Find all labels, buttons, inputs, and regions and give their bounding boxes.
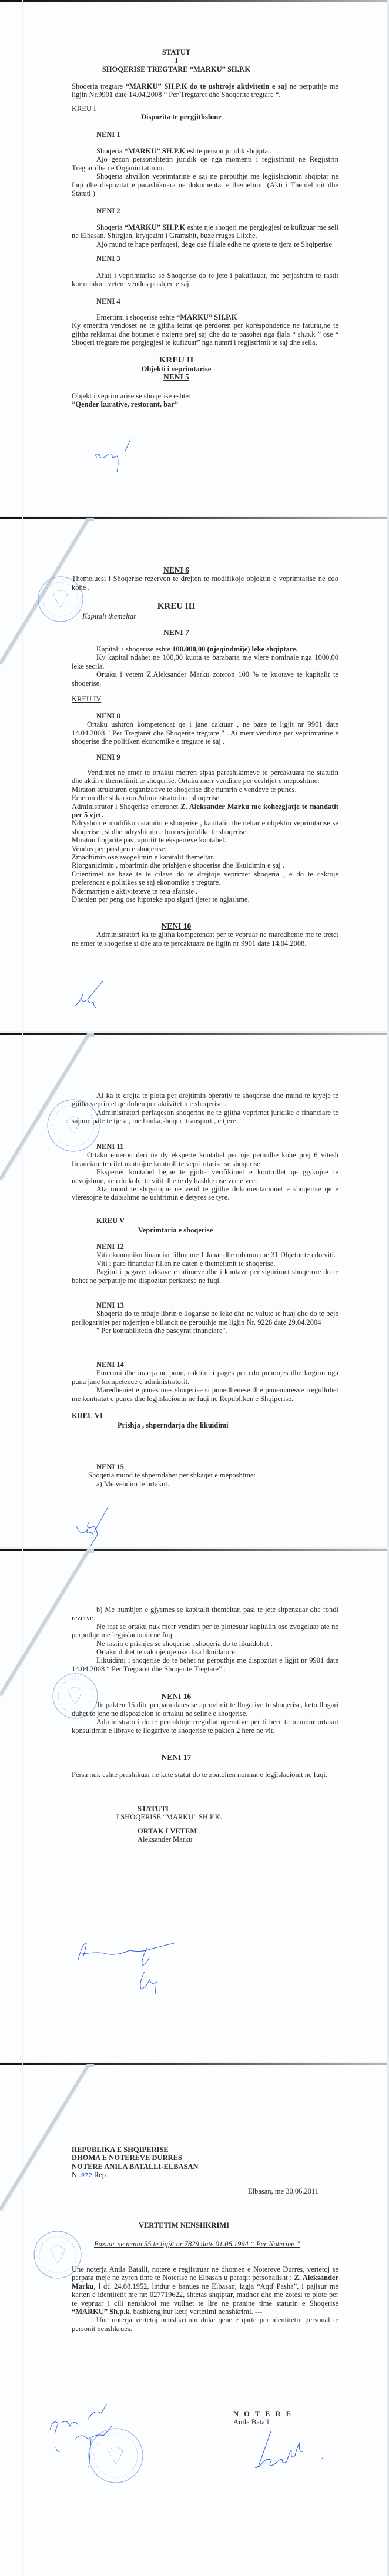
document-section (72, 1217, 338, 1235)
text-run: eshte person juridik shqiptar. (185, 147, 272, 155)
initials-signature (96, 439, 130, 472)
document-section (72, 1091, 338, 1126)
paragraph (72, 802, 338, 820)
document-title: STATUT (162, 48, 191, 56)
chapter-subtitle: Prishja , shperndarja dhe likuidimi (118, 1421, 229, 1430)
paragraph: Ai ka te drejta te plota per drejtimin operativ te shoqerise dhe mund te kryeje te gjitha veprimet qe duhen per aktivitetin e shoqerise . (72, 1091, 338, 1109)
article-heading: NENI 7 (163, 628, 189, 637)
document-section (72, 1606, 338, 1673)
page-edge (0, 0, 389, 2)
document-section (72, 271, 338, 288)
paragraph: Shoqeria mund te shperndahet per shkaqet e meposhtme: (88, 1471, 256, 1480)
paragraph: Objekt i veprimtarise se shoqerise eshte: (72, 392, 191, 400)
paragraph: Dhenien per peng ose hipoteke apo siguri tjeter te ngjashme. (72, 895, 250, 904)
official-stamp-icon (89, 2429, 143, 2483)
paragraph: Administratori do te percaktoje rregullat operative per ti bere te mundur ortakut konsultimin e librave te llogarive te shoqerise te pakten 2 here ne vit. (72, 1718, 338, 1735)
paragraph: Ajo gezon personalitetin juridik qe nga momenti i regjistrimit ne Regjistrin Tregtar dhe ne Organin tatimor. (72, 155, 338, 172)
signature-block-company: I SHOQERISE “MARKU” SH.P.K. (116, 1813, 222, 1822)
chapter-heading: KREU II (159, 355, 194, 365)
document-page (0, 0, 389, 516)
article-heading: NENI 6 (163, 566, 189, 575)
signer-role: ORTAK I VETEM (138, 1827, 197, 1835)
text-run: Kapitali i shoqerise eshte (96, 645, 173, 653)
paragraph: Ortaku ushtron kompetencat qe i jane caktuar , ne baze te ligjit nr 9901 date 14.04.2008 " Per Tregtaret dhe Shoqerite tregtare " . Ai merr vendime per veprimtarine e shoqerise dhe politiken ekonomike e tregtare te saj . (72, 720, 338, 746)
bold-text: “MARKU” Sh.p.k. (72, 2308, 132, 2316)
page-margin-line (22, 0, 23, 516)
paragraph: Orientimet ne baze te te cilave do te drejtoje veprimet shoqeria , e do te caktoje preferencat e politikes se saj ekonomike e tregtare. (72, 869, 338, 887)
paragraph: Miraton strukturen organizative te shoqerise dhe numrin e vendeve te punes. (72, 785, 297, 794)
paragraph: Ajo mund te hape perfaqesi, dege ose filiale edhe ne qytete te tjera te Shqiperise. (96, 240, 334, 248)
document-section (72, 2221, 338, 2229)
paragraph: Ortaku i vetem Z.Aleksander Marku zoteron 100 % te kuotave te kapitalit te shoqerise. (72, 670, 338, 687)
chapter-subtitle: Dispozita te pergjithshme (141, 113, 222, 122)
paragraph: ”Qender kurative, restorant, bar” (72, 400, 179, 409)
paragraph: Viti ekonomiko financiar fillon me 1 Janar dhe mbaron me 31 Dhjetor te cdo viti. (96, 1251, 336, 1260)
document-section (72, 1143, 338, 1202)
paragraph: Administratori perfaqeson shoqerine ne te gjitha veprimet juridike e financiare te saj me pale te tjera , me banka,shoqeri transporti, e tjere. (72, 1108, 338, 1126)
document-section (72, 602, 338, 620)
chapter-subtitle: Kapitali themeltar (82, 612, 137, 620)
document-page (0, 2063, 389, 2576)
notary-header-line: DHOMA E NOTEREVE DURRES (72, 2154, 182, 2162)
paragraph: Afati i veprimtarise se Shoqerise do te jete i pakufizuar, me perjashtim te rastit kur ortaku i vetem vendos prishjen e saj. (72, 271, 338, 288)
document-section (72, 695, 338, 703)
paragraph: Une noterja vertetoj nenshkrimin duke qene e qarte per identitetin personal te personit nenshkrues. (72, 2316, 338, 2333)
article-heading: NENI 14 (96, 1361, 124, 1369)
bold-text: “MARKU” SH.P.K do te ushtroje aktivitetin e saj (125, 82, 287, 90)
document-section (72, 223, 338, 248)
paragraph: Vendimet ne emer te ortakut merren sipas parashikimeve te percaktuara ne statutin dhe aktin e themelimit te shoqerise. Ortaku merr vendime per ceshtjet e meposhtme: (72, 768, 338, 785)
document-section (72, 313, 338, 347)
paragraph: Emerimi dhe marrja ne pune, caktimi i pages per cdo punonjes dhe largimi nga puna jane kompetence e administratorit. (72, 1369, 338, 1386)
paragraph (72, 645, 338, 653)
chapter-label: KREU I (72, 105, 96, 113)
bold-text: “MARKU” SH.P.K (124, 147, 185, 155)
paragraph: Shoqeria do te mbaje librin e llogarise ne leke dhe ne valute te huaj dhe do te beje perllogaritjet per nxjerrjen e bilancit ne perputhje me ligjin Nr. 9228 date 29.04.2004 (72, 1309, 338, 1326)
bold-text: Z. Aleksander Marku me kohezgjatje te mandatit per 5 vjet. (72, 802, 339, 820)
document-section (72, 297, 338, 305)
paragraph: Pagimi i pagave, taksave e tatimeve dhe i kuotave per sigurimet shoqerore do te behet ne perputhje me dispozitat perkatese ne fuqi. (72, 1268, 338, 1285)
paragraph: Maredheniet e punes mes shoqerise si punedhenese dhe punemaresve rregullohet me kontratat e punes dhe legjislacionin ne fuqi ne Republiken e Shqiperise. (72, 1386, 338, 1403)
document-section (72, 1242, 338, 1285)
paragraph: Ky kapital ndahet ne 100,00 kuota te barabarta me vlere nominale nga 1000,00 leke secila. (72, 653, 338, 670)
document-section (72, 1692, 338, 1735)
paragraph: Ne rastin e prishjes se shoqerise , shoqeria do te likuidohet . (96, 1639, 273, 1648)
bold-text: 100.000,00 (njeqindmije) leke shqiptare. (172, 645, 298, 653)
document-section (72, 1754, 338, 1762)
text-run: dtl 24.08.1952, lindur e banues ne Elbasan, lagja “Aqif Pasha”, i pajisur me karten e identitetit me nr: 027719622, shtetas shqiptar, madhor dhe me zotesi te plote per te vepruar i cili nenshkroi me vullnet te lire ne pranine time statutin e Shoqerise (72, 2282, 338, 2308)
document-section (72, 1805, 338, 1822)
text-run: bashkengjitur ketij vertetimi nenshkrimi. --- (131, 2308, 263, 2316)
document-section (72, 254, 338, 263)
article-heading: NENI 15 (96, 1463, 124, 1471)
place-date: Elbasan, me 30.06.2011 (248, 2187, 319, 2195)
handwritten-number: 972 (81, 2172, 92, 2179)
chapter-subtitle: Veprimtaria e shoqerise (138, 1226, 213, 1235)
article-heading: NENI 11 (96, 1143, 124, 1151)
article-heading: NENI 17 (161, 1753, 192, 1762)
paragraph: Riorganizimin , mbarimin dhe prishjen e shoqerise dhe likuidimin e saj . (72, 861, 284, 870)
paragraph: Ne rast se ortaku nuk merr vendim per te plotesuar kapitalin ose zvogeluar ate ne perputhje me legjislacionin ne fuqi. (72, 1622, 338, 1640)
document-section (72, 1361, 338, 1403)
paragraph (72, 223, 338, 240)
document-section (72, 2145, 338, 2181)
article-heading: NENI 2 (96, 207, 120, 215)
handwritten-name-signature (78, 1943, 174, 1994)
article-heading: NENI 1 (96, 130, 120, 139)
text-run: Une noterja Anila Batalli, notere e regjistruar ne dhomen e Notereve Durres, vertetoj se perpara meje ne zyren time te Noterise ne Elbasan u paraqit personalisht : (72, 2265, 338, 2282)
paragraph (72, 2265, 338, 2316)
paragraph: Ekspertet kontabel bejne te gjitha verifikimet e kontrollet qe gjykojne te nevojshme, ne cdo kohe te vitit dhe te dy bashke ose vec e vec. (72, 1168, 338, 1185)
paragraph: Emeron dhe shkarkon Administratorin e shoqerise. (72, 794, 222, 802)
paragraph: Ata mund te shqyrtojne ne vend te gjithe dokumentacionet e shoqerise qe e vleresojne te dobishme ne ushtrimin e detyres se tyre. (72, 1185, 338, 1202)
notary-name: Anila Batalli (233, 2418, 271, 2427)
document-section (72, 2265, 338, 2333)
document-section (72, 629, 338, 637)
document-page (0, 517, 389, 1031)
document-section (72, 105, 338, 122)
paragraph: Zmadhimin ose zvogelimin e kapitalit themeltar. (72, 853, 214, 862)
article-heading: NENI 8 (96, 712, 120, 720)
document-section (72, 645, 338, 687)
paragraph: Likuidimi i shoqerise do te behet ne perputhje me dispozitat e ligjit nr 9901 date 14.04.2008 “ Per Tregtaret dhe Shoqerite Tregtare” . (72, 1656, 338, 1673)
paragraph: Ortaku duhet te caktoje nje ose disa likuidatore. (96, 1648, 237, 1657)
document-section (72, 1301, 338, 1335)
paragraph: b) Me humbjen e gjysmes se kapitalit themeltar, pasi te jete shpenzuar dhe fondi rezerve. (72, 1606, 338, 1623)
document-section (72, 2240, 338, 2248)
document-section (72, 392, 338, 409)
document-section (72, 147, 338, 197)
bold-text: “MARKU” SH.P.K (124, 223, 186, 231)
text-run: eshte nje shoqeri me pergjegjesi te kufizuar me seli ne Elbasan, Shirgjan, kryqezim i Gramshit, buze rruges Llixhe. (72, 223, 338, 240)
document-section (72, 1827, 338, 1844)
document-title: I (175, 56, 178, 65)
repertory-number (72, 2171, 338, 2180)
paragraph: Ortaku emeron deri ne dy eksperte kontabel per nje periudhe kohe prej 6 vitesh financiare te cilet ushtrojne kontroll te veprimtarise se shoqerise. (72, 1151, 338, 1168)
article-heading: KREU V (96, 1217, 125, 1225)
document-section (72, 207, 338, 215)
document-section (72, 130, 338, 139)
notary-header-line: REPUBLIKA E SHQIPERISE (72, 2145, 169, 2154)
document-section (72, 82, 338, 99)
document-section (72, 768, 338, 904)
paragraph: Administratori ka te gjitha kompetencat per te vepruar ne maredhenie me te tretet ne emer te shoqerise si dhe ato te percaktuara ne ligjin nr 9901 date 14.04.2008. (72, 931, 338, 948)
document-section (72, 712, 338, 746)
document-section (72, 1771, 338, 1779)
initials-signature (76, 1507, 108, 1546)
document-title: SHOQERISE TREGTARE “MARKU” SH.P.K (102, 65, 251, 73)
legal-basis: Bazuar ne nenin 55 te ligjit nr 7829 date 01.06.1994 “ Per Noterine ” (94, 2240, 301, 2248)
article-heading: NENI 3 (96, 254, 120, 263)
paragraph (72, 147, 338, 155)
bold-text: “MARKU” SH.P.K (176, 313, 237, 321)
article-heading: NENI 12 (96, 1242, 124, 1251)
document-section (72, 922, 338, 948)
document-section (72, 566, 338, 592)
signature-block-title: STATUTI (138, 1805, 169, 1813)
notary-header-line: NOTERE ANILA BATALLI-ELBASAN (72, 2162, 199, 2171)
paragraph: Shoqeria zhvillon veprimtarine e saj ne perputhje me legjislacionin shqiptar ne fuqi dhe dispozitat e parashikuara ne dokumentat e themelimit (Akti i Themelimit dhe Statuti ) (72, 172, 338, 198)
paragraph: Viti i pare financiar fillon ne daten e themelimit te shoqerise. (96, 1259, 276, 1268)
paragraph: Miraton llogarite pas raportit te eksperteve kontabel. (72, 836, 226, 845)
document-section (72, 2410, 338, 2427)
paragraph: Themeluesi i Shoqerise rezervon te drejten te modifikoje objektin e veprimtarise ne cdo kohe . (72, 575, 338, 592)
paragraph: Ndryshon e modifikon statutin e shoqerise , kapitalin themeltar e objektin veprimtarise se shoqerise , si dhe ndryshimin e formes juridike te shoqerise. (72, 819, 338, 836)
text-run: Rep (92, 2171, 106, 2179)
certification-title: VERTETIM NENSHKRIMI (138, 2221, 230, 2229)
text-run: Shoqeria tregtare (72, 82, 126, 90)
document-section (72, 1463, 338, 1488)
article-heading: NENI 4 (96, 297, 120, 305)
paragraph: Vendos per prishjen e shoqerise. (72, 844, 167, 853)
document-section (72, 355, 338, 382)
paragraph: " Per kontabilitetin dhe pasqyrat financiare". (96, 1326, 227, 1335)
paragraph: Ky emertim vendoset ne te gjitha letrat qe perdoren per korespondence ne faturat,ne te gjitha reklamat dhe botimet e nxjerra prej saj dhe do te pasohet nga fjala “ sh.p.k ” ose “ Shoqeri tregtare me pergjegjesi te kufizuar” nga numri i regjistrimit te saj dhe selia. (72, 321, 338, 347)
article-heading: NENI 16 (161, 1692, 192, 1701)
document-page (0, 1033, 389, 1547)
paragraph: a) Me vendim te ortakut. (96, 1479, 169, 1488)
text-run: Shoqeria (96, 147, 125, 155)
notary-title: N O T E R E (233, 2410, 293, 2418)
chapter-subtitle: Objekti i veprimtarise (141, 365, 212, 373)
paragraph: Ndermarrjen e aktiviteteve te reja afariste . (72, 886, 198, 895)
text-run: Shoqeria (96, 223, 125, 231)
chapter-heading: KREU III (157, 602, 196, 611)
document-section (72, 1412, 338, 1430)
signer-name: Aleksander Marku (138, 1835, 193, 1844)
document-page (0, 1549, 389, 2062)
chapter-label: KREU VI (72, 1412, 103, 1420)
initials-signature (75, 981, 103, 1008)
text-run: ne perputhje me ligjin Nr.9901 date 14.04.2008 “ Per Tregtaret dhe Shoqerite tregtare “. (72, 82, 338, 99)
article-heading: NENI 9 (96, 753, 120, 761)
paragraph: Persa nuk eshte prashikuar ne kete statut do te zbatohen normat e legjislacionit ne fuqi. (72, 1771, 327, 1779)
document-section (72, 753, 338, 761)
article-heading: NENI 13 (96, 1301, 124, 1309)
paragraph: Te pakten 15 dite perpara dates se aprovimit te llogarive te shoqerise, keto llogari duhet te jene ne dispozicion te ortakut ne seline e shoqerise. (72, 1701, 338, 1718)
paragraph (72, 82, 338, 99)
chapter-label: KREU IV (72, 695, 102, 703)
text-run: Nr. (72, 2171, 81, 2179)
document-section (72, 48, 338, 73)
document-section (72, 2187, 338, 2195)
article-heading: NENI 10 (161, 922, 192, 931)
text-run: Emertimi i shoqerise eshte (96, 313, 177, 321)
article-heading: NENI 5 (163, 372, 189, 382)
notary-signature (255, 2430, 323, 2468)
paragraph (72, 313, 338, 321)
bold-text: Z. Aleksander Marku, i (72, 2273, 338, 2290)
text-run: Administrator i Shoqerise emerohet (72, 802, 181, 811)
